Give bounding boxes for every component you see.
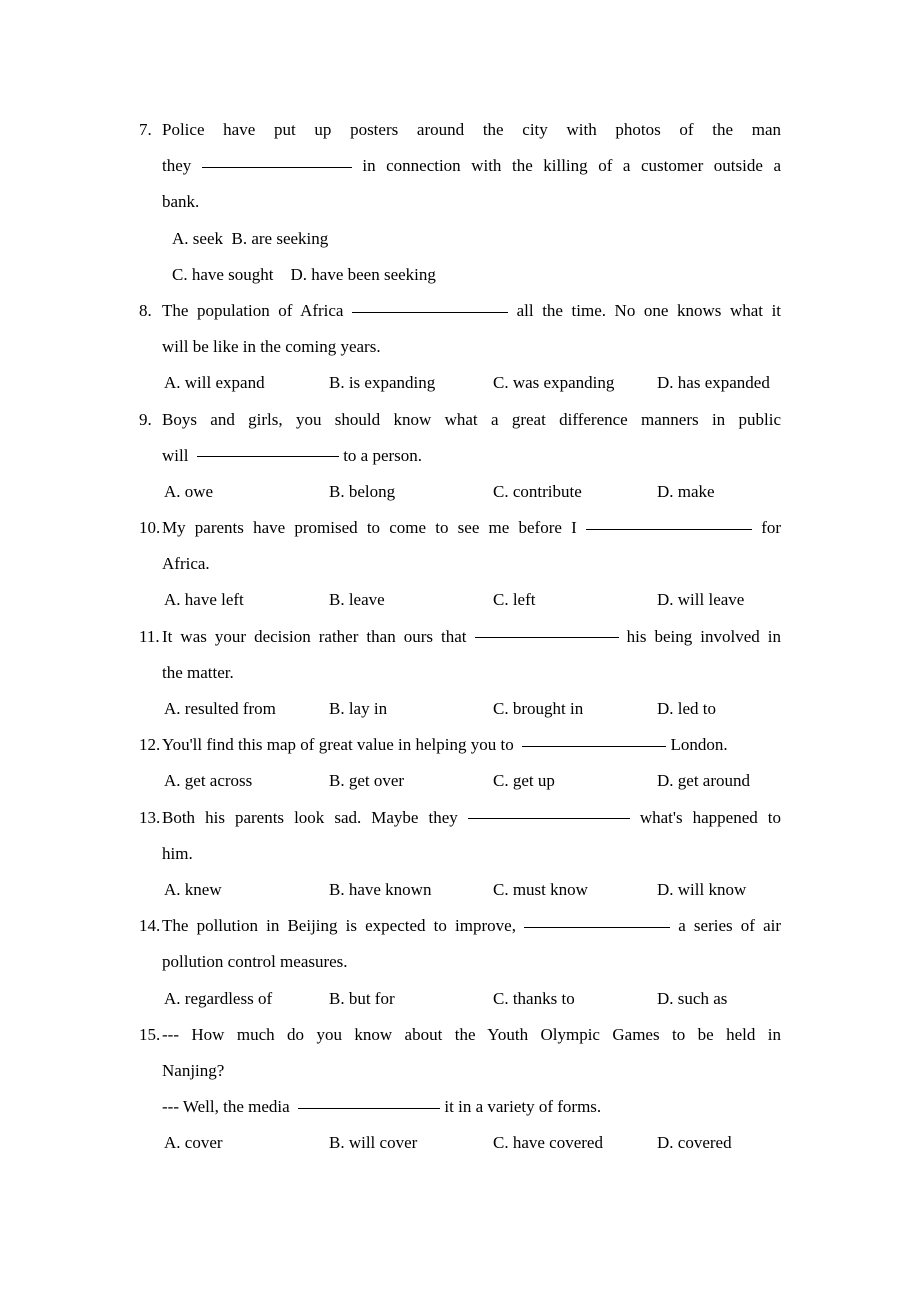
question-number: 15. xyxy=(139,1024,161,1044)
option-group: A. seek B. are seeking xyxy=(172,228,329,248)
question-14 xyxy=(0,908,920,1017)
question-stem: they in connection with the killing of a customer outside a xyxy=(162,156,781,176)
options-row xyxy=(0,582,920,618)
question-stem: Africa. xyxy=(162,554,210,574)
question-13 xyxy=(0,800,920,909)
question-line xyxy=(0,112,920,148)
exam-page xyxy=(0,112,920,1161)
question-line xyxy=(0,727,920,763)
question-12 xyxy=(0,727,920,799)
option-d[interactable]: D. led to xyxy=(657,699,717,718)
option-b[interactable]: B. is expanding xyxy=(329,373,436,393)
options-row xyxy=(0,981,920,1017)
answer-blank xyxy=(475,637,619,638)
option-d[interactable]: D. make xyxy=(657,481,715,501)
question-number: 9. xyxy=(139,409,152,429)
option-c[interactable]: C. left xyxy=(493,590,536,610)
question-stem: pollution control measures. xyxy=(162,952,348,972)
option-d[interactable]: D. such as xyxy=(657,988,728,1008)
option-c[interactable]: C. must know xyxy=(493,879,588,899)
option-a[interactable]: A. get across xyxy=(164,771,253,791)
question-number: 7. xyxy=(139,120,152,139)
question-number: 13. xyxy=(139,807,161,827)
option-c[interactable]: C. thanks to xyxy=(493,988,575,1008)
options-row xyxy=(0,257,920,293)
question-line xyxy=(0,800,920,836)
option-d[interactable]: D. has expanded xyxy=(657,373,770,393)
option-c[interactable]: C. was expanding xyxy=(493,373,615,393)
question-line xyxy=(0,655,920,691)
answer-blank xyxy=(352,312,508,313)
option-c[interactable]: C. have covered xyxy=(493,1133,603,1153)
question-stem: It was your decision rather than ours that his being involved in xyxy=(162,626,782,646)
answer-blank xyxy=(298,1108,440,1109)
question-line xyxy=(0,908,920,944)
question-line xyxy=(0,402,920,438)
question-line xyxy=(0,1089,920,1125)
question-line xyxy=(0,619,920,655)
question-line xyxy=(0,944,920,980)
question-stem: The pollution in Beijing is expected to improve, a series of air xyxy=(162,916,781,936)
option-d[interactable]: D. will leave xyxy=(657,590,745,610)
question-line xyxy=(0,184,920,220)
options-row xyxy=(0,474,920,510)
options-row xyxy=(0,872,920,908)
question-stem: him. xyxy=(162,843,193,863)
question-15 xyxy=(0,1017,920,1162)
option-a[interactable]: A. knew xyxy=(164,879,222,899)
options-row xyxy=(0,365,920,401)
option-a[interactable]: A. have left xyxy=(164,590,244,610)
option-c[interactable]: C. brought in xyxy=(493,699,584,718)
option-b[interactable]: B. will cover xyxy=(329,1133,418,1153)
question-stem: bank. xyxy=(162,192,200,212)
option-a[interactable]: A. cover xyxy=(164,1133,223,1153)
question-stem: The population of Africa all the time. No one knows what it xyxy=(162,300,782,320)
answer-blank xyxy=(468,818,630,819)
question-line xyxy=(0,546,920,582)
option-c[interactable]: C. contribute xyxy=(493,481,582,501)
question-number: 11. xyxy=(139,626,160,646)
question-stem: You'll find this map of great value in helping you to London. xyxy=(162,735,728,755)
option-a[interactable]: A. resulted from xyxy=(164,699,276,718)
question-line xyxy=(0,1053,920,1089)
question-stem: Nanjing? xyxy=(162,1060,225,1080)
question-line xyxy=(0,148,920,184)
answer-blank xyxy=(202,167,352,168)
question-line xyxy=(0,836,920,872)
question-stem: the matter. xyxy=(162,662,234,682)
option-c[interactable]: C. get up xyxy=(493,771,555,791)
answer-blank xyxy=(197,456,339,457)
question-10 xyxy=(0,510,920,619)
option-a[interactable]: A. will expand xyxy=(164,373,265,393)
option-b[interactable]: B. have known xyxy=(329,879,432,899)
answer-blank xyxy=(586,529,752,530)
options-row xyxy=(0,221,920,257)
question-stem: Both his parents look sad. Maybe they what's happened to xyxy=(162,807,781,827)
question-line xyxy=(0,510,920,546)
question-number: 8. xyxy=(139,300,152,320)
option-b[interactable]: B. but for xyxy=(329,988,395,1008)
option-b[interactable]: B. belong xyxy=(329,481,396,501)
option-d[interactable]: D. will know xyxy=(657,879,747,899)
question-9 xyxy=(0,402,920,511)
option-b[interactable]: B. leave xyxy=(329,590,385,610)
question-8 xyxy=(0,293,920,402)
question-number: 14. xyxy=(139,916,161,936)
options-row xyxy=(0,691,920,727)
question-7 xyxy=(0,112,920,293)
answer-blank xyxy=(524,927,670,928)
question-stem: Police have put up posters around the city with photos of the man xyxy=(162,120,781,139)
question-stem: Boys and girls, you should know what a great difference manners in public xyxy=(162,409,781,429)
option-group: C. have sought D. have been seeking xyxy=(172,264,436,284)
option-a[interactable]: A. owe xyxy=(164,481,214,501)
question-11 xyxy=(0,619,920,728)
answer-blank xyxy=(522,746,666,747)
question-stem: My parents have promised to come to see me before I for xyxy=(162,518,782,538)
options-row xyxy=(0,763,920,799)
question-stem: will to a person. xyxy=(162,445,423,465)
option-a[interactable]: A. regardless of xyxy=(164,988,273,1008)
question-stem: --- Well, the media it in a variety of forms. xyxy=(162,1097,602,1117)
option-d[interactable]: D. get around xyxy=(657,771,751,791)
options-row xyxy=(0,1125,920,1161)
question-number: 12. xyxy=(139,735,161,755)
question-line xyxy=(0,293,920,329)
question-line xyxy=(0,1017,920,1053)
question-line xyxy=(0,329,920,365)
option-b[interactable]: B. lay in xyxy=(329,699,388,718)
option-d[interactable]: D. covered xyxy=(657,1133,732,1153)
question-stem: --- How much do you know about the Youth Olympic Games to be held in xyxy=(162,1024,781,1044)
option-b[interactable]: B. get over xyxy=(329,771,405,791)
question-stem: will be like in the coming years. xyxy=(162,337,381,357)
question-line xyxy=(0,438,920,474)
question-number: 10. xyxy=(139,518,161,538)
